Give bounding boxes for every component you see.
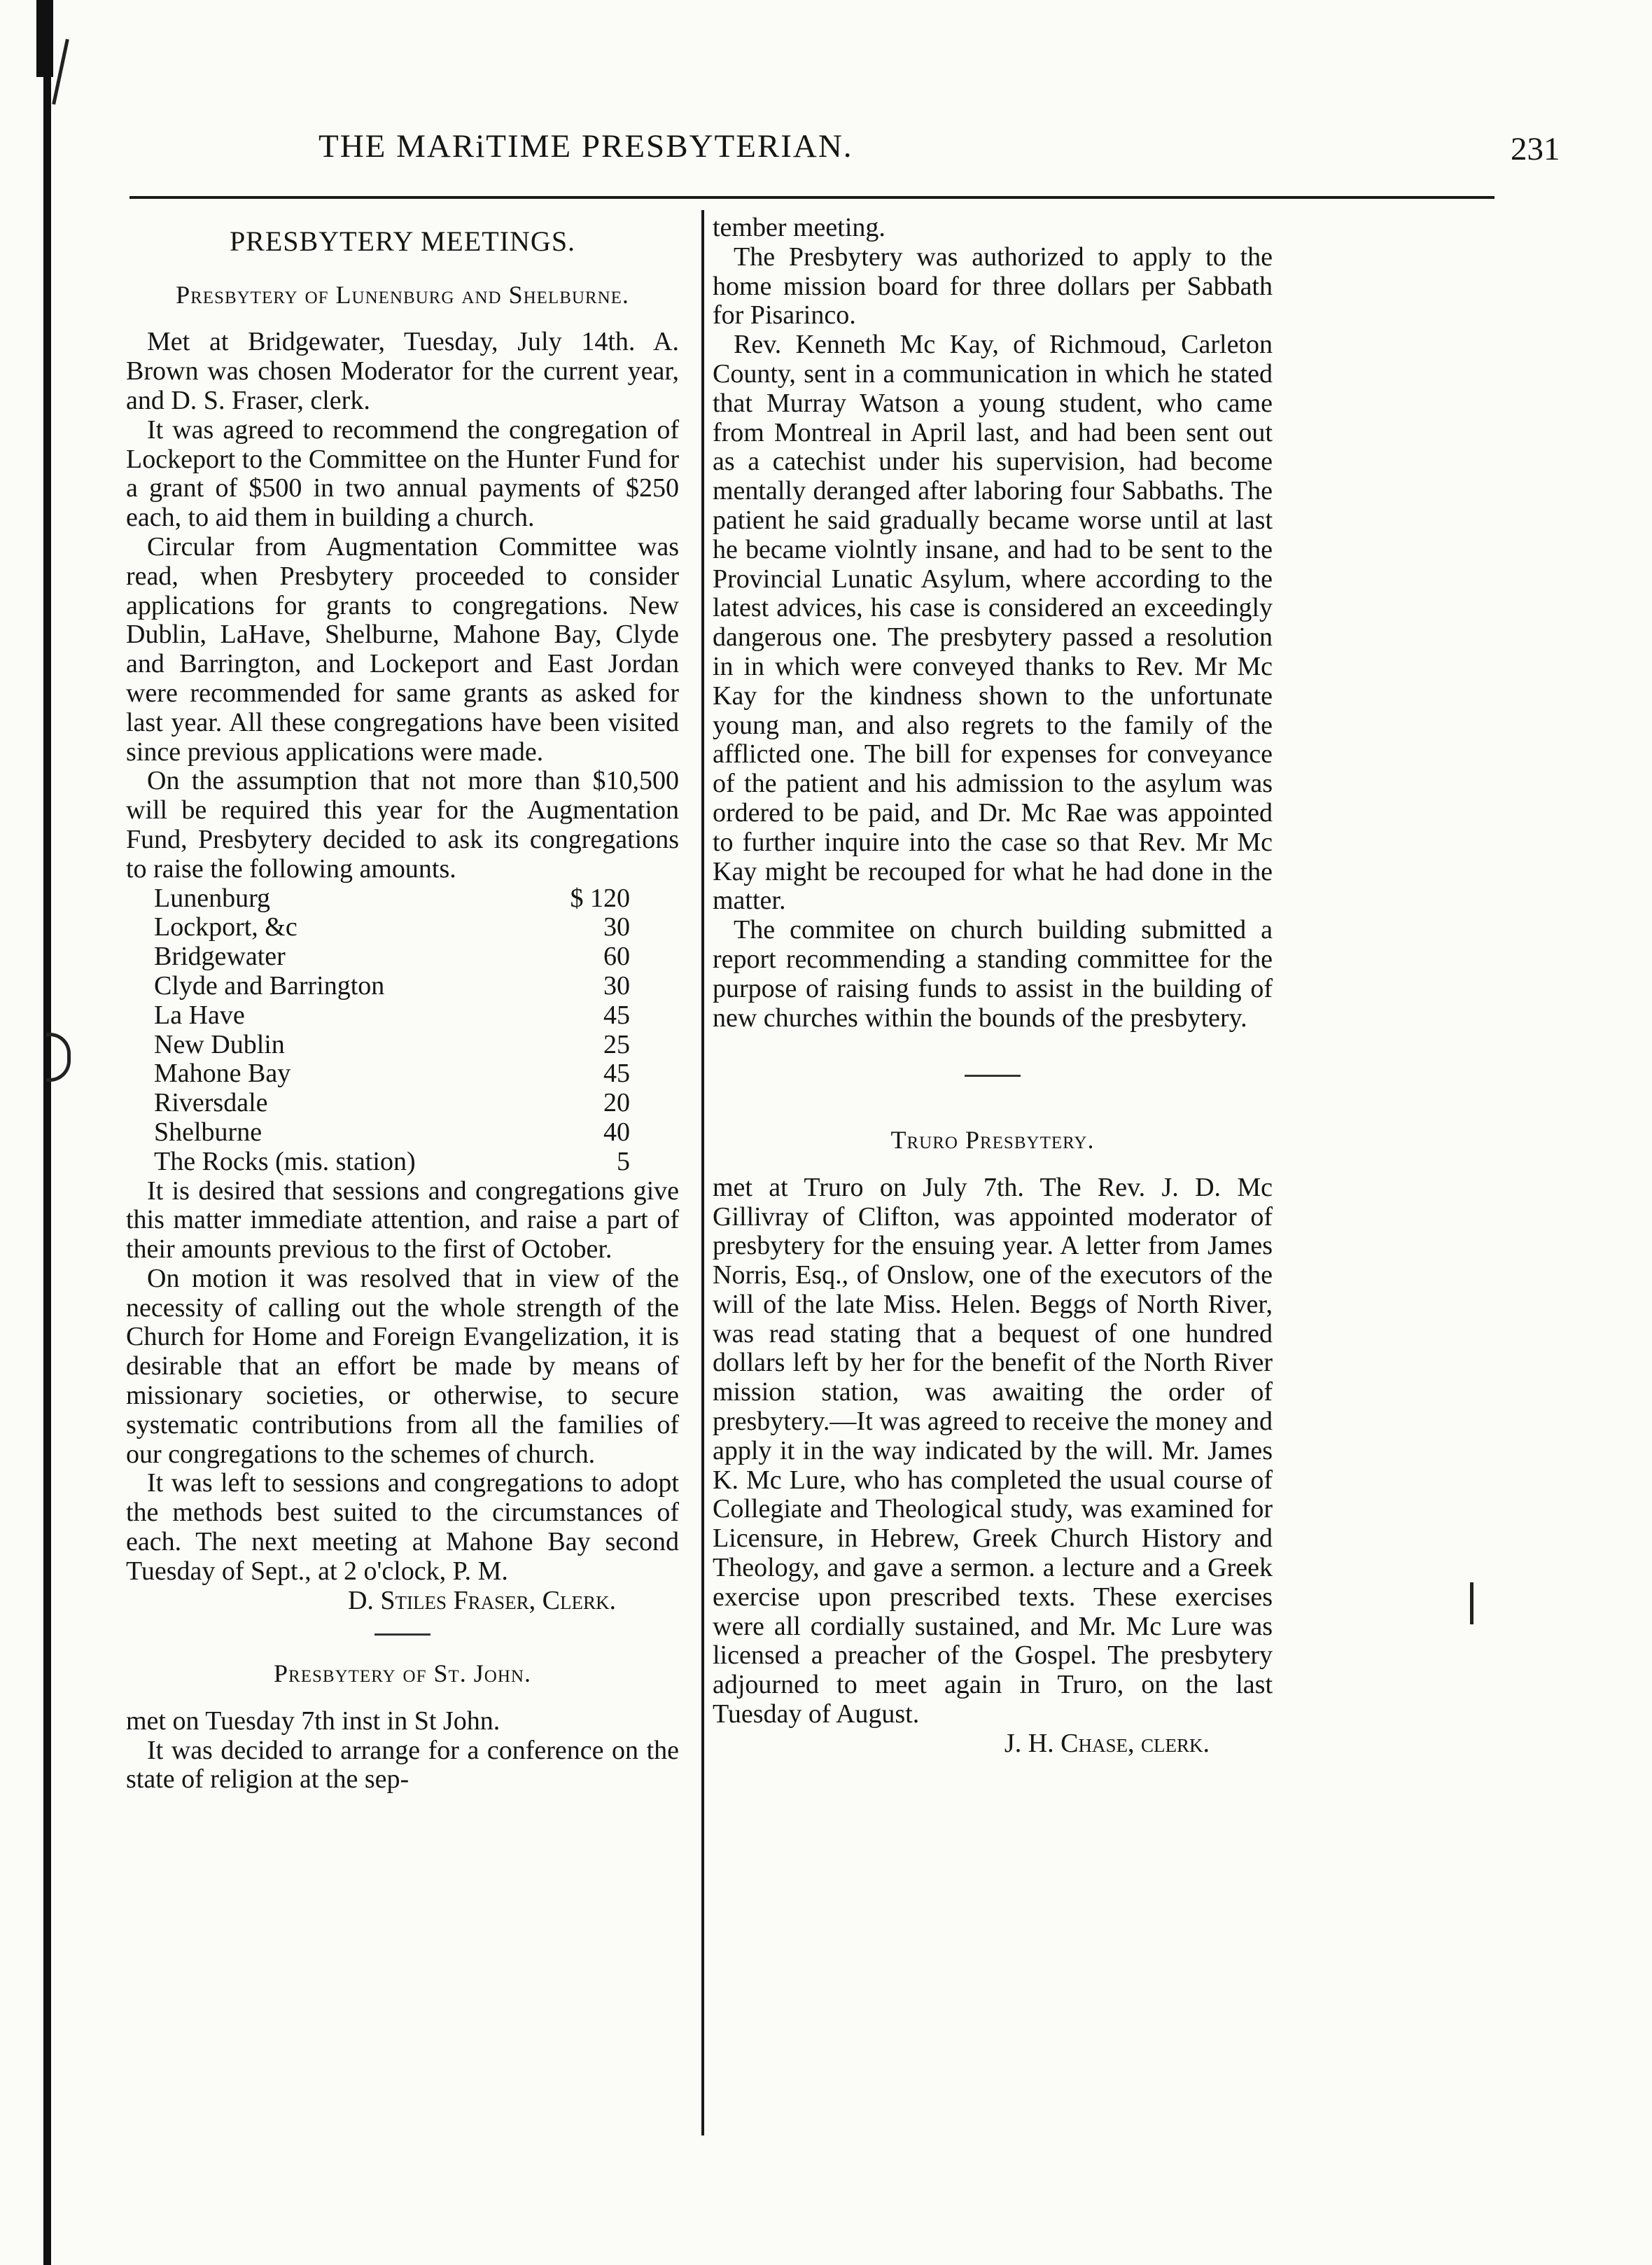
paragraph: Rev. Kenneth Mc Kay, of Richmoud, Carleton County, sent in a communication in which he stated that Murray Watson a young student, who came from Montreal in April last, and had been sent out as a catechist under his supervision, had become mentally deranged after laboring four Sabbaths. The patient he said gradually became worse until at last he became violntly insane, and had to be sent to the Provincial Lunatic Asylum, where according to the latest advices, his case is considered an exceedingly dangerous one. The presbytery passed a resolution in in which were conveyed thanks to Rev. Mr Mc Kay for the kindness shown to the unfortunate young man, and also regrets to the family of the afflicted one. The bill for expenses for conveyance of the patient and his admission to the asylum was ordered to be paid, and Dr. Mc Rae was appointed to further inquire into the case so that Rev. Mr Mc Kay might be recouped for what he had done in the matter. (713, 330, 1273, 916)
amount-row (154, 972, 630, 1001)
left-margin-rule (43, 0, 51, 2265)
amount-value: 45 (603, 1000, 630, 1030)
bracket-mark (46, 1033, 71, 1082)
paragraph: On motion it was resolved that in view of the necessity of calling out the whole strength of the Church for Home and Foreign Evangelization, it is desirable that an effort be made by means of missionary societies, or otherwise, to secure systematic contributions from all the families of our congregations to the schemes of church. (126, 1263, 679, 1469)
st-john-heading: Presbytery of St. John. (274, 1659, 531, 1688)
paragraph: The commitee on church building submitted a report recommending a standing committee for the purpose of raising funds to assist in the building of new churches within the bounds of the presbytery. (713, 915, 1273, 1033)
paragraph: met on Tuesday 7th inst in St John. (126, 1706, 500, 1736)
amount-value: 40 (603, 1117, 630, 1147)
truro-heading: Truro Presbytery. (890, 1126, 1095, 1155)
paragraph: Circular from Augmentation Committee was read, when Presbytery proceeded to consider applications for grants to congregations. New Dublin, LaHave, Shelburne, Mahone Bay, Clyde and Barrington, and Lockeport and East Jordan were recommended for same grants as asked for last year. All these congregations have been visited since previous applications were made. (126, 531, 679, 767)
amount-value: 45 (603, 1059, 630, 1089)
amount-value: 25 (603, 1029, 630, 1059)
amount-row (154, 1148, 630, 1177)
amount-row (154, 913, 630, 942)
amount-value: 20 (603, 1088, 630, 1118)
paragraph: It is desired that sessions and congregations give this matter immediate attention, and raise a part of their amounts previous to the first of October. (126, 1176, 679, 1264)
amounts-table (154, 884, 630, 1177)
paragraph: The Presbytery was authorized to apply to the home mission board for three dollars per Sabbath for Pisarinco. (713, 242, 1273, 330)
header-rule (130, 196, 1494, 199)
paragraph: Met at Bridgewater, Tuesday, July 14th. A. Brown was chosen Moderator for the current year, and D. S. Fraser, clerk. (126, 327, 679, 415)
right-column (713, 214, 1273, 1759)
amount-row (154, 1059, 630, 1089)
ink-mark (1470, 1582, 1474, 1624)
amount-name: Shelburne (154, 1117, 262, 1147)
lunenburg-heading: Presbytery of Lunenburg and Shelburne. (176, 281, 629, 309)
section-title: PRESBYTERY MEETINGS. (229, 225, 576, 257)
amount-row (154, 1001, 630, 1031)
paragraph: met at Truro on July 7th. The Rev. J. D. Mc Gillivray of Clifton, was appointed moderator of presbytery for the ensuing year. A letter from James Norris, Esq., of Onslow, one of the executors of the will of the late Miss. Helen. Beggs of North River, was read stating that a bequest of one hundred dollars left by her for the benefit of the North River mission station, was awaiting the order of presbytery.—It was agreed to receive the money and apply it in the way indicated by the will. Mr. James K. Mc Lure, who has completed the usual course of Collegiate and Theological study, was examined for Licensure, in Hebrew, Greek Church History and Theology, and gave a sermon. a lecture and a Greek exercise upon prescribed texts. These exercises were all cordially sustained, and Mr. Mc Lure was licensed a preacher of the Gospel. The presbytery adjourned to meet again in Truro, on the last Tuesday of August. (713, 1172, 1273, 1729)
signature: D. Stiles Fraser, Clerk. (347, 1585, 616, 1615)
ink-mark (52, 39, 69, 105)
amount-row (154, 1118, 630, 1148)
amount-row (154, 884, 630, 914)
section-divider (374, 1633, 430, 1636)
amount-name: La Have (154, 1000, 245, 1030)
left-margin-blot (36, 0, 53, 77)
amount-value: 30 (603, 970, 630, 1001)
page-title: THE MARiTIME PRESBYTERIAN. (318, 128, 853, 165)
amount-row (154, 1089, 630, 1118)
amount-value: 60 (603, 942, 630, 972)
amount-name: Riversdale (154, 1088, 268, 1118)
amount-value: 30 (603, 912, 630, 942)
amount-value: 5 (617, 1146, 630, 1176)
amount-name: Clyde and Barrington (154, 970, 385, 1001)
amount-row (154, 1031, 630, 1060)
amount-name: The Rocks (mis. station) (154, 1146, 416, 1176)
signature: J. H. Chase, clerk. (1004, 1728, 1210, 1758)
amount-name: Lunenburg (154, 883, 271, 913)
paragraph: tember meeting. (713, 213, 886, 242)
paragraph: It was agreed to recommend the congregation of Lockeport to the Committee on the Hunter Fund for a grant of $500 in two annual payments of $250 each, to aid them in building a church. (126, 414, 679, 533)
amount-name: New Dublin (154, 1029, 285, 1059)
left-column (126, 214, 679, 1794)
column-rule (701, 210, 704, 2135)
paragraph: It was left to sessions and congregations to adopt the methods best suited to the circumstances of each. The next meeting at Mahone Bay second Tuesday of Sept., at 2 o'clock, P. M. (126, 1468, 679, 1586)
amount-row (154, 942, 630, 972)
amount-name: Lockport, &c (154, 912, 298, 942)
amount-value: $ 120 (570, 883, 630, 913)
amount-name: Bridgewater (154, 942, 286, 972)
paragraph: On the assumption that not more than $10,500 will be required this year for the Augmentation Fund, Presbytery decided to ask its congregations to raise the following amounts. (126, 766, 679, 884)
page-number: 231 (1511, 131, 1560, 167)
paragraph: It was decided to arrange for a conference on the state of religion at the sep- (126, 1735, 679, 1794)
amount-name: Mahone Bay (154, 1059, 291, 1089)
section-divider (965, 1075, 1021, 1077)
